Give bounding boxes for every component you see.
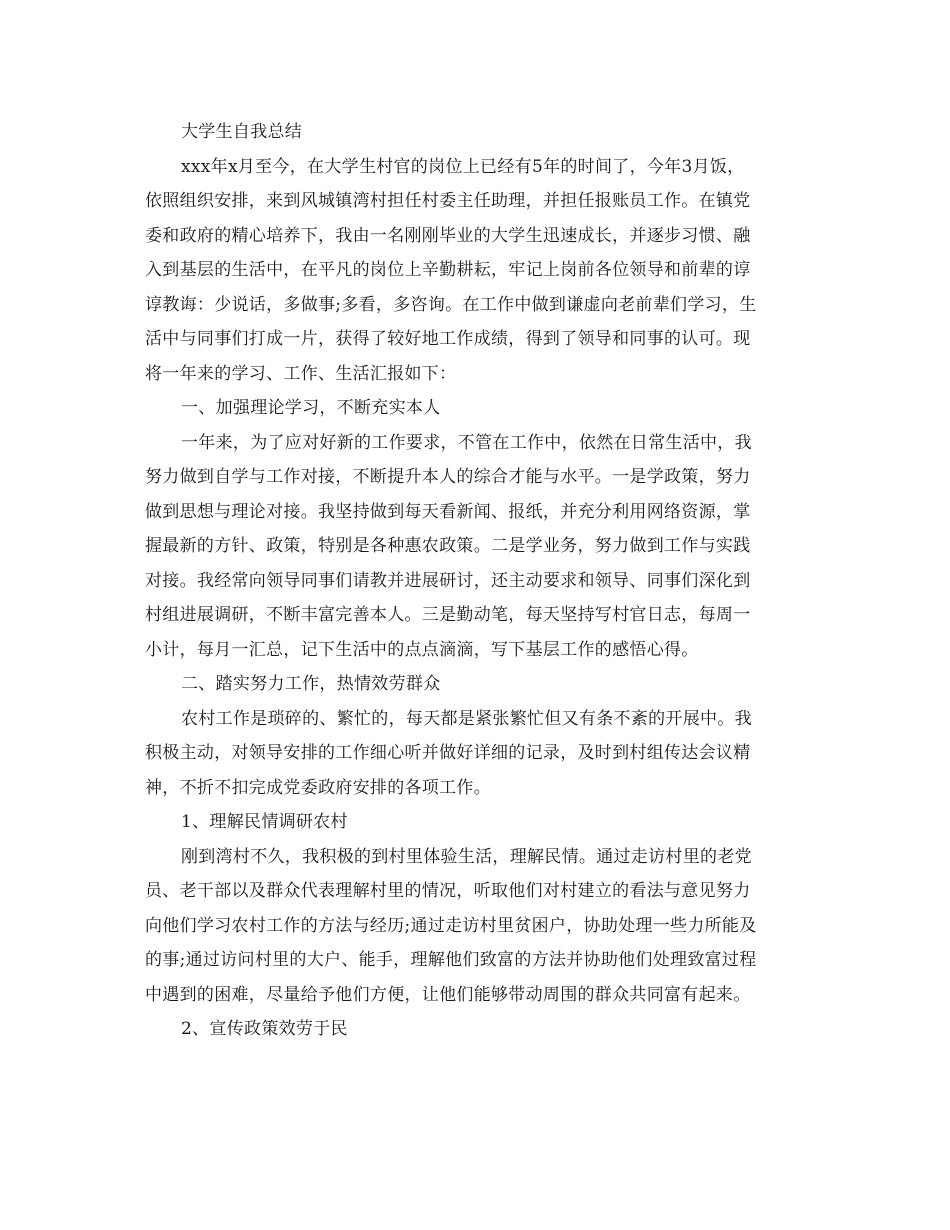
text-line: 刚到湾村不久，我积极的到村里体验生活，理解民情。通过走访村里的老党: [181, 846, 752, 867]
text-line: 村组进展调研，不断丰富完善本人。三是勤动笔，每天坚持写村官日志，每周一: [145, 605, 751, 625]
text-line: 向他们学习农村工作的方法与经历;通过走访村里贫困户，协助处理一些力所能及: [145, 915, 757, 936]
text-line: xxx年x月至今，在大学生村官的岗位上已经有5年的时间了，今年3月饭，: [181, 156, 745, 177]
text-line: 员、老干部以及群众代表理解村里的情况，听取他们对村建立的看法与意见努力: [145, 881, 751, 901]
text-line: 一年来，为了应对好新的工作要求，不管在工作中，依然在日常生活中，我: [181, 432, 752, 453]
text-line: 小计，每月一汇总，记下生活中的点点滴滴，写下基层工作的感悟心得。: [145, 639, 699, 660]
text-line: 入到基层的生活中，在平凡的岗位上辛勤耕耘，牢记上岗前各位领导和前辈的谆: [145, 260, 751, 280]
text-line: 对接。我经常向领导同事们请教并进展研讨，还主动要求和领导、同事们深化到: [145, 570, 751, 591]
text-line: 的事;通过访问村里的大户、能手，理解他们致富的方法并协助他们处理致富过程: [145, 950, 757, 970]
text-line: 神，不折不扣完成党委政府安排的各项工作。: [145, 777, 491, 798]
text-line: 委和政府的精心培养下，我由一名刚刚毕业的大学生迅速成长，并逐步习惯、融: [145, 225, 751, 246]
text-line: 依照组织安排，来到风城镇湾村担任村委主任助理，并担任报账员工作。在镇党: [145, 191, 751, 211]
text-line: 努力做到自学与工作对接，不断提升本人的综合才能与水平。一是学政策，努力: [145, 467, 751, 487]
text-line: 积极主动，对领导安排的工作细心听并做好详细的记录，及时到村组传达会议精: [145, 743, 751, 763]
text-line: 谆教诲：少说话，多做事;多看，多咨询。在工作中做到谦虚向老前辈们学习，生: [145, 294, 757, 315]
text-line: 2、宣传政策效劳于民: [181, 1019, 348, 1039]
text-line: 中遇到的困难，尽量给予他们方便，让他们能够带动周围的群众共同富有起来。: [145, 984, 751, 1005]
text-line: 握最新的方针、政策，特别是各种惠农政策。二是学业务，努力做到工作与实践: [145, 536, 751, 556]
text-line: 做到思想与理论对接。我坚持做到每天看新闻、报纸，并充分利用网络资源，掌: [145, 501, 751, 522]
document-body: [145, 115, 805, 1047]
document-title: 大学生自我总结: [181, 122, 303, 142]
text-line: 一、加强理论学习，不断充实本人: [181, 398, 441, 418]
text-line: 二、踏实努力工作，热情效劳群众: [181, 674, 441, 694]
text-line: 活中与同事们打成一片，获得了较好地工作成绩，得到了领导和同事的认可。现: [145, 329, 751, 349]
text-line: 1、理解民情调研农村: [181, 812, 348, 832]
text-line: 农村工作是琐碎的、繁忙的，每天都是紧张繁忙但又有条不紊的开展中。我: [181, 708, 752, 729]
text-line: 将一年来的学习、工作、生活汇报如下：: [145, 363, 457, 384]
